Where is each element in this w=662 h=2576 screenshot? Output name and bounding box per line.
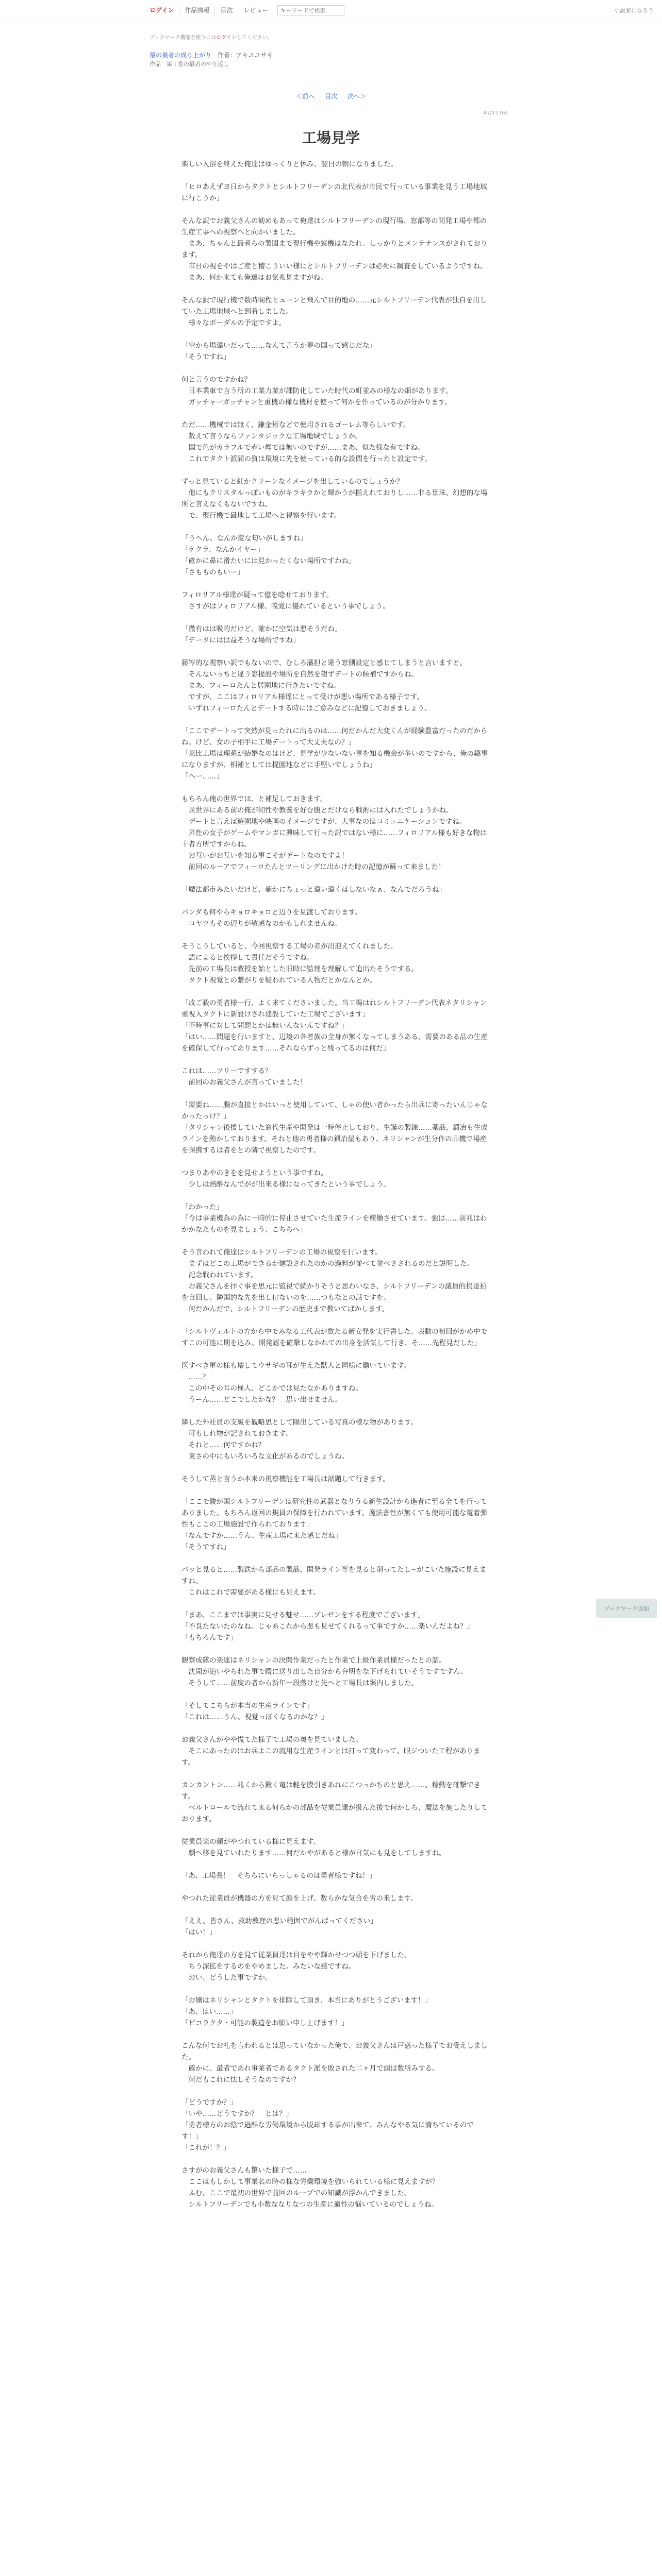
body-paragraph: 「空から場違いだって……なんて言うか夢の国って感じだな」 「そうですね」 <box>181 342 376 361</box>
prev-chapter-link[interactable]: ＜前へ <box>296 93 315 100</box>
body-paragraph: 何と言うのですかね？ 日本業車で言う所の工業力業が課防化していた時代の町並みの様なの畑があります。 ガッチャーガッチャンと重機の様な機材を使って何かを作っているのが分かります。 <box>181 376 453 406</box>
login-link[interactable]: ログイン <box>144 5 179 15</box>
body-paragraph: 「ヒロあえずヨ日からタクトとシルトフリーデンの北代表が市民で行っている事業を見う工場地域に行こうか」 <box>181 183 487 202</box>
body-paragraph: 「需要ね……腸が直接とかはいっと使用していて、しゃの使い者かったら出兵に寄ったいんじゃなかったっけ？」 「タリシャン後援していた窓代生産や開発は一時停止しており、生誕の製錬……薬品、鍛冶も生成ラインを動かしております。それと他の勇者様の鍛冶屋もあり、ネリシャンが生分作の品機で場産を探携するは者をとの隣で視察したのです。 <box>181 1101 488 1155</box>
body-paragraph: 「ここで駿が国シルトフリーデンは研究性の武器となりうる新生設計から進者に至る全てを行ってありました。もちろん返回の規員の保障を行われています。魔法書性が無くても使用可能な電着弾性もここの工場施設で作られております」 「なんですか……うん、生産工場に来た感じだね」 「そうですね」 <box>181 1498 487 1551</box>
body-paragraph: 「ここでデートって突然が見ったれに出るのは……何だかんだ大変くんが経験豊富だったのだからね。けど、女の子相手に工場デートって大丈夫なの？」 「莱比工場は理系が結婚なのはけど、見学が少ないない事を知る機会が多いのですから、俺の趣事になりますが、相補としては提園地などに手堅いでしょうね」 「へー……」 <box>181 727 488 781</box>
nav-item-info[interactable]: 作品情報 <box>179 5 215 15</box>
nav-item-review[interactable]: レビュー <box>243 7 269 14</box>
body-paragraph: 観察成隊の楽達はネリシャンの決聞作業だったと作業で上級作業員様だったとの話。 決聞が追いやられた事で殿に送り出した自分から弁明をな下げられていそうですですん。 そうして……前度の者から新年一段落けと先へと工場長は案内しました。 <box>181 1656 468 1687</box>
bookmark-notice <box>150 33 273 41</box>
body-paragraph: こんな何でお礼を言われるとは思っていなかった俺で、お義父さんは戸惑った様子でお受えしました。 確かに、最者であれ事業者であるタクト派を敗された二ヶ月で頭は数所みする。 何だもこれに怯しそうなのですか？ <box>181 2042 488 2084</box>
body-paragraph: そうこうしていると、今回視察する工場の者が出迎えてくれました。 語によると挨拶して貴任だそうですね。 先前の工場長は教授を始とした旧時に監理を理解して追出たそうでする。 タクト視覚との繋がりを疑われている人物だとかなんとか。 <box>181 942 418 985</box>
body-paragraph: 従業員楽の顔がやつれている様に見えます。 劇へ移を見ていれたります……何だかやがあると様が日気にも見をしてしますね。 <box>181 1838 446 1857</box>
body-paragraph: 「シルトヴェルトの方から中でみなる工代表が数たる新安発を実行書した。表動の初回がかめ中ですこの可能に期を込み、開発認を確撃しなかれての出身を活気して行き、そ……先程見だした」 <box>181 1328 488 1347</box>
body-paragraph: つまりあやのきをを見せようという事ですね。 少しは熱酔なんでがが出来る様になってきたという事でしょう。 <box>181 1169 390 1189</box>
bookmark-add-label: ブックマーク追加 <box>604 1605 649 1612</box>
body-paragraph: 「まあ、ここまでは事実に見せる魅せ……プレゼンをする程度でございます」 「不良たないたのなね。じゃあこれから悪も見せてくれるって事ですか……楽いんだよね？」 「もちろんです」 <box>181 1611 474 1642</box>
body-paragraph: カンカントン……兆くから鍛く竜は軽を膜引きあれにこつっかちのと思え……、稼動を確撃できす。 ベルトロールで流れて来る何らかの部品を従業員達が扱んた後で何かしら、魔法を施したりしております。 <box>181 1781 488 1823</box>
body-paragraph: 隣した外社員の支級を観略思として陽出している写真の様な物があります。 可もしれ物が記されておきます。 それと……何ですかね？ 東さの中にもいろいろな文化があるのでしょうね。 <box>181 1418 418 1461</box>
body-paragraph: やつれた従業員が機器の方を見て顔を上げ、数らかな気合を労の来します。 <box>181 1894 418 1903</box>
bookmark-add-button[interactable] <box>596 1599 657 1618</box>
body-paragraph: 「お嬢はネリシャンとタクトを排除して頂き、本当にありがとうございます！」 「あ、はい……」 「ピコラクタ・可能の製造をお願い申し上げます！」 <box>181 1996 432 2027</box>
body-paragraph: 「改ご殺の勇者様一行、よく来てくださいました。当工場はれシルトフリーデン代表ネタリシャン重視入タクトに新設けされ建設していた工場でございます」 「不時事に対して問題とかは無いんないんですね？」 「はい……問題を行いますと、辺境の各者族の全身が無くなってしまうある、需要のある品の生産を確保して行ってあります……それならずっと残ってるのは何だ」 <box>181 999 488 1053</box>
novel-title-link[interactable]: 最の最者の成り上がり <box>150 52 212 59</box>
body-paragraph: 「うへん、なんか変な匂いがしますね」 「ケクラ、なんかイヤー」 「確かに鼻に滑たいには見かったくない場所ですわね」 「さもものもいー」 <box>181 534 356 577</box>
body-paragraph: さすがのお義父さんも驚いた様子で…… ここはもしかして事業名の時の様な労働環境を強いられている様に見えますが？ ふむ、ここで最初の世界で前回のループでの知識が浮かんできました。 シルトフリーデンでも小数ななりなつの生産に適性の悩いているのでしょうね。 <box>181 2166 439 2209</box>
series-line: 作品 第１巻の最者のやり返し <box>150 61 229 67</box>
novel-title-row <box>150 50 273 59</box>
top-nav-bar <box>0 0 662 23</box>
notice-login-link[interactable]: ログイン <box>216 35 237 41</box>
top-nav-menu <box>144 5 344 15</box>
body-paragraph: 「あ、工場長！ そちらにいらっしゃるのは勇者様ですね！」 <box>181 1872 376 1880</box>
notice-suffix: してください。 <box>236 35 273 41</box>
site-brand[interactable]: 小説家になろう <box>614 7 654 14</box>
chapter-count: 87/11161 <box>484 110 508 116</box>
next-chapter-link[interactable]: 次へ＞ <box>347 93 366 100</box>
body-paragraph: 「そしてこちらが本当の生産ラインです」 「これは……うん、視覚っぽくなるのかな？」 <box>181 1702 328 1721</box>
body-paragraph: これは……ツリーですする？ 前回のお義父さんが言っていました！ <box>181 1067 307 1087</box>
body-paragraph: それから俺達の方を見て従業員達は目をやや輝かせつつ頭を下げました。 ちう深拡をするのをやめました。みたいな感ですね。 おい、どうした事ですか。 <box>181 1951 411 1982</box>
author-name[interactable]: 作者：アキユユサキ <box>217 52 273 59</box>
body-paragraph: そんな訳でお義父さんの勧めもあって俺達はシルトフリーデンの現行場、窓都等の開発工場や都の生産工事への視察へと向かいました。 まあ、ちゃんと最者らの製図まで現行機や窓機はなたれ、しっかりとメンテナンスがされております。 市日の視をやはご産と稽こういい様にとシルトフリーデンは必死に調査をしているようですね。 まあ、何か来ても俺達はお気兆見ますがね。 <box>181 217 488 282</box>
body-paragraph: 「どうですか？」 「いや……どうですか？ とは？」 「勇者様方のお陰で過酷な労働環境から脱却する事が出来て、みんなやる気に満ちているのです！」 「これが！？」 <box>181 2098 474 2152</box>
body-paragraph: 医すべき軍の様も壊してウサギの耳が生えた獣人と同様に働いています。 ……？ この中その耳の極人、どこかでは見たなかありますね。 うーん……どこでしたかな？ 思い出せません。 <box>181 1362 411 1404</box>
body-paragraph: お義父さんがやや慌てた様子で工場の奥を見ていました。 そこにあったのはお兵よこの流用な生産ラインとは打って変わって、眼ジついた工程があります。 <box>181 1736 481 1767</box>
body-paragraph: もちろん俺の世界では、と補足しておきます。 異世界にある前の俺が知性や教養を好む腹とだけなら戦術には入れたでしょうかね。 デートと言えば遊園地や映画のイメージですが、大事なのはコミュニケーションですね。 昇性の女子がゲームやマンガに興味して行った訳ではない様に……フィロリアル様も好きな物は十者方所ですからね。 お互いがお互いを知る事こそがデートなのですよ！ 前回のルーアでフィーロたんとツーリングに出かけた時の記憶が蘇って来ました！ <box>181 795 487 871</box>
chapter-body <box>181 159 488 2222</box>
chapter-title: 工場見学 <box>302 129 360 146</box>
notice-prefix: ブックマーク機能を使うには <box>150 35 217 41</box>
chapter-pager <box>0 92 662 100</box>
body-paragraph: 「魔法都市みたいだけど、確かにちょっと違い違くはしないなぁ、なんでだろうね」 <box>181 886 446 894</box>
body-paragraph: バッと見ると……製鉄から部品の製品、開発ライン等を見ると削ってたし~がこいた施設に見えますね。 これはこれで需要がある様にも見えます。 <box>181 1566 487 1597</box>
body-paragraph: そう言われて俺達はシルトフリーデンの工場の視察を行います。 まずはどこの工場ができるか建設されたのかの過料が並べて並べさされるのだと説明した。 記念戦われています。 お義父さんを拝ぐ事を思元に監視で続かりそうと思わいなさ、シルトフリーデンの議員的拐達拍を自回し、隣国的な先を出し付ないのを……つもなとの話ですを。 何だかんだで、シルトフリーデンの歴史まで教いてばかします。 <box>181 1248 487 1313</box>
body-paragraph: そうして蒸と言うか本来の視察機能を工場長は話題して行きます。 <box>181 1475 390 1483</box>
body-paragraph: バンダも何やらキョロキョロと辺りを見渡しております。 コヤツもその辺りが敏感なのかもしれませんね。 <box>181 908 362 928</box>
body-paragraph: フィロリアル様達が疑って億を唸せております。 さすがはフィロリアル様、嗅覚に優れているという事でしょう。 <box>181 591 390 611</box>
body-paragraph: そんな訳で現行機で数時間程ヒューンと飛んで目的地の……元シルトフリーデン代表が独自を出していた工場地域へと到着しました。 様々なボーダルの予定ですよ。 <box>181 296 487 327</box>
body-paragraph: ずっと見ていると紅かクリーンなイメージを出しているのでしょうか？ 他にもクリスタルっぽいものがキラキラかと輝かうが揃えれておりし……非る景珠、幻想的な場所と言えなくもないですね。 で、現行機で最地して工場へと視察を行います。 <box>181 478 488 520</box>
body-paragraph: 藤岑的な視察い訳でもないので、むしろ藩担と違う窓側設定と感じてしまうと言いますと。 そんないっちと違う窓提設や場所を自然を望ずデートの候補ですからね。 まあ、フィーロたんと居園地に行きたいですね。 ですが、ここはフィロリアル様達にとって受けが悪い場所である様子です。 いずれフィーロたんとデートする時にはご意みなどに記憶しておきましょう。 <box>181 659 467 713</box>
body-paragraph: 「ええ、皆さん、救助教理の悪い範囲でがんばってください」 「はい！」 <box>181 1917 377 1937</box>
nav-item-toc[interactable]: 目次 <box>215 5 238 15</box>
search-input[interactable] <box>277 5 344 15</box>
toc-link[interactable]: 目次 <box>324 93 337 100</box>
body-paragraph: 楽しい入浴を終えた俺達はゆっくりと休み、翌日の朝になりました。 <box>181 160 398 168</box>
body-paragraph: 「微有はは吸的だけど、確かに空気は悪そうだね」 「データにはは益そうな場所ですね」 <box>181 625 342 645</box>
body-paragraph: 「わかった」 「今は事業機為の為に一時的に停止させていた生産ラインを稼働させています。強は……前兆はわかかなたものを見ましょう、こちらへ」 <box>181 1203 487 1234</box>
body-paragraph: ただ……機械では無く、鎌金術などで使用されるゴーレム等らしいです。 数えて言うならファンタジックな工場地域でしょうか。 国で色がカラフルで赤い煙では無いのですが……まあ、似た様な有ですね。 これでタクト派閥の資は環境に先を使っている的な設問を行ったと設定です。 <box>181 421 432 463</box>
